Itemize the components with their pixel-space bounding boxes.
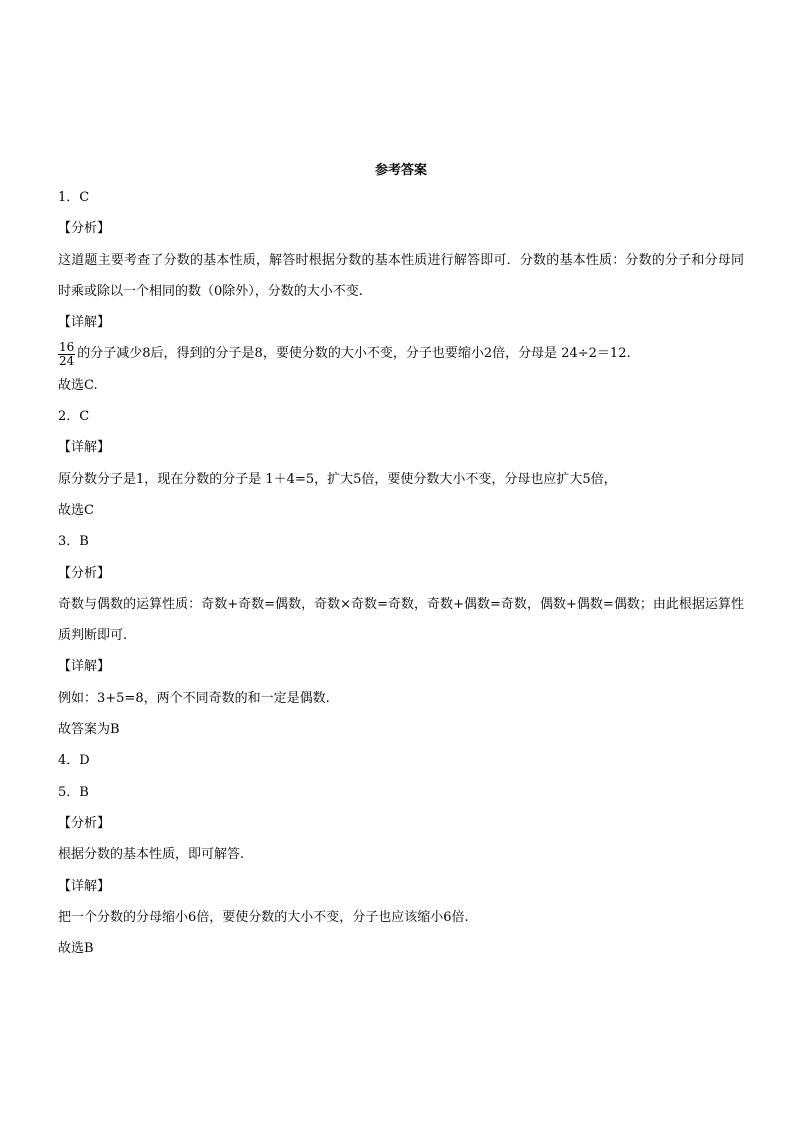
- q5-detail-text: 把一个分数的分母缩小6倍，要使分数的大小不变，分子也应该缩小6倍.: [58, 909, 469, 925]
- q3-detail-tag: 【详解】: [58, 659, 111, 675]
- q2-detail-text: 原分数分子是1，现在分数的分子是 1＋4=5，扩大5倍，要使分数大小不变，分母也应扩大5倍，: [58, 471, 617, 487]
- q2-answer: 2．C: [58, 409, 90, 425]
- q3-detail-text: 例如：3+5=8，两个不同奇数的和一定是偶数.: [58, 690, 330, 706]
- answer-document: [58, 160, 744, 964]
- q1-conclusion: 故选C.: [58, 377, 98, 393]
- q5-conclusion: 故选B: [58, 941, 94, 957]
- q1-analysis-text: 这道题主要考查了分数的基本性质，解答时根据分数的基本性质进行解答即可．分数的基本性质：分数的分子和分母同时乘或除以一个相同的数（0除外），分数的大小不变.: [58, 252, 744, 299]
- q2-detail-tag: 【详解】: [58, 440, 111, 456]
- q5-detail-tag: 【详解】: [58, 878, 111, 894]
- q1-detail-line: [58, 338, 744, 369]
- q3-answer: 3．B: [58, 534, 89, 550]
- q3-analysis-text: 奇数与偶数的运算性质：奇数+奇数=偶数，奇数×奇数=奇数，奇数+偶数=奇数，偶数+偶数=偶数；由此根据运算性质判断即可.: [58, 596, 744, 644]
- page-title: 参考答案: [374, 163, 427, 178]
- q1-fraction-denominator: 24: [59, 353, 75, 368]
- q1-answer: 1．C: [58, 190, 90, 205]
- q1-detail-tag: 【详解】: [58, 315, 111, 331]
- q5-analysis-tag: 【分析】: [58, 815, 111, 831]
- q3-conclusion: 故答案为B: [58, 722, 120, 738]
- q4-answer: 4．D: [58, 753, 90, 769]
- q1-analysis-tag: 【分析】: [58, 221, 111, 237]
- q5-answer: 5．B: [58, 784, 89, 800]
- q5-analysis-text: 根据分数的基本性质，即可解答.: [58, 847, 245, 863]
- q1-fraction-numerator: 16: [59, 339, 75, 354]
- q3-analysis-tag: 【分析】: [58, 565, 111, 581]
- q1-detail-text: 的分子减少8后，得到的分子是8，要使分数的大小不变，分子也要缩小2倍，分母是 24÷2＝12.: [77, 346, 631, 362]
- q2-conclusion: 故选C: [58, 502, 94, 518]
- q1-fraction: [58, 341, 75, 368]
